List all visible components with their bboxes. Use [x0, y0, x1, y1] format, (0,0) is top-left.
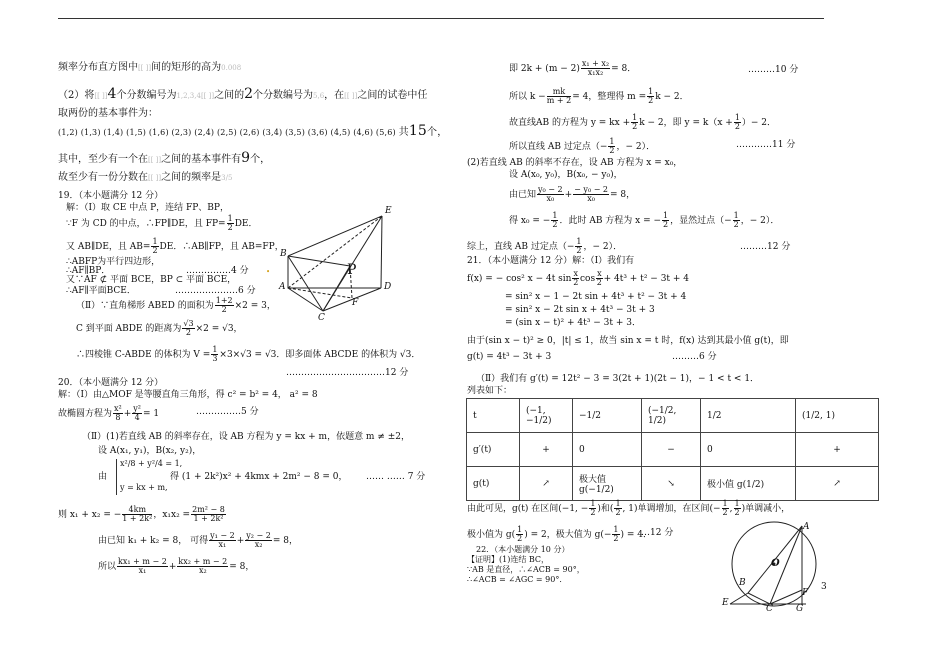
fig19-label-f: F — [352, 298, 359, 308]
page-number: 3 — [821, 582, 827, 592]
r-line-5: (2)若直线 AB 的斜率不存在，设 AB 方程为 x = x₀， — [467, 158, 683, 168]
q20-line-f: 则 x₁ + x₂ = − $\frac{4km}{\text{1 + 2k²}}$ ，x₁x₂ = $\frac{\text{2m² − 8}}{\text{1 + 2k²}}$ — [58, 505, 225, 523]
line-1: 频率分布直方图中[[ ]]间的矩形的高为0.008 — [58, 62, 242, 73]
figure-19-polyhedron — [278, 206, 398, 326]
r-line-3: 故直线AB 的方程为 y = kx + $\frac{1}{2}$ k − 2，即 y = k（x + $\frac{1}{2}$ ）− 2． — [509, 113, 777, 131]
f-line-1: f(x) = − cos² x − 4t sin $\frac{x}{2}$ cos $\frac{x}{2}$ + 4t³ + t² − 3t + 4 — [467, 269, 690, 287]
r-line-7: 由已知 $\frac{\text{y₀ − 2}}{\text{x₀}}$ + $\frac{\text{− y₀ − 2}}{\text{x₀}}$ = 8， — [509, 185, 636, 203]
fig19-label-c: C — [318, 313, 325, 323]
q20-line-g: 由已知 k₁ + k₂ = 8， 可得 $\frac{\text{y₁ − 2}}{\text{x₁}}$ + $\frac{\text{y₂ − 2}}{\text{x₂}}$ = 8， — [98, 531, 299, 549]
r-pts-10: ………10 分 — [748, 65, 799, 75]
fig19-label-b: B — [280, 249, 287, 259]
stray-dot: • — [266, 268, 271, 276]
q19-line-a: 解：（Ⅰ）取 CE 中点 P，连结 FP、BP， — [66, 203, 229, 213]
h-pts-12: …12 分 — [641, 528, 674, 538]
fig22-label-b: B — [739, 578, 746, 588]
q19-title: 19．（本小题满分 12 分） — [58, 191, 164, 201]
q20-line-e: 由 — [98, 472, 108, 482]
q19-end: ……………………………12 分 — [286, 368, 409, 378]
q19-line-g: ∴AF∥平面BCE． — [66, 286, 136, 296]
q19-line-j: ∴四棱锥 C-ABDE 的体积为 V = $\frac{1}{3}$ ×3×√3 = √3．即多面体 ABCDE 的体积为 √3． — [76, 345, 421, 363]
q20-line-b: 故椭圆方程为 $\frac{\text{x²}}{8}$ + $\frac{\text{y²}}{4}$ = 1 — [58, 404, 160, 422]
brace — [116, 459, 117, 495]
variation-table — [466, 398, 879, 501]
f-line-2: = sin² x − 1 − 2t sin + 4t³ + t² − 3t + 4 — [505, 292, 687, 302]
h-line-1: 由此可见，g(t) 在区间(−1, − $\frac{1}{2}$ )和( $\frac{1}{2}$ , 1)单调增加，在区间(− $\frac{1}{2}$ , $\frac{1}{2}$ )单调减小， — [467, 499, 791, 517]
fig19-label-a: A — [279, 282, 286, 292]
r-line-8: 得 x₀ = − $\frac{1}{2}$ ．此时 AB 方程为 x = − $\frac{1}{2}$ ，显然过点（− $\frac{1}{2}$ ，− 2）． — [509, 211, 780, 229]
fig19-label-d: D — [384, 282, 392, 292]
fig19-label-p: P — [347, 262, 357, 278]
q20-line-e2: 得 (1 + 2k²)x² + 4kmx + 2m² − 8 = 0， — [170, 472, 348, 482]
q20-line-c: （Ⅱ）(1)若直线 AB 的斜率存在，设 AB 方程为 y = kx + m，依题意 m ≠ ±2， — [82, 432, 410, 442]
q20-sys-2: y = kx + m, — [120, 483, 168, 492]
q22-line-c: ∴∠ACB = ∠AGC = 90°． — [467, 575, 568, 584]
line-3: 取两份的基本事件为： — [58, 108, 158, 119]
q20-line-h: 所以 $\frac{\text{kx₁ + m − 2}}{\text{x₁}}$ + $\frac{\text{kx₂ + m − 2}}{\text{x₂}}$ = 8， — [98, 557, 255, 575]
q22-line-a: 【证明】(1)连结 BC， — [467, 555, 550, 564]
q20-pts-7: …… …… 7 分 — [366, 472, 426, 482]
r-line-6: 设 A(x₀, y₀)，B(x₀, − y₀)， — [509, 170, 623, 180]
fig22-label-g: G — [796, 604, 804, 614]
q19-pts-6: …………………6 分 — [175, 286, 256, 296]
q19-line-f: 又∵AF ⊄ 平面 BCE，BP ⊂ 平面 BCE， — [66, 275, 237, 285]
q19-line-d: ∴ABFP为平行四边形， — [66, 257, 161, 267]
g-line-2: 列表如下： — [467, 386, 513, 396]
table-row: t (−1, −1/2) −1/2 (−1/2, 1/2) 1/2 (1/2, 1) — [467, 399, 879, 433]
line-6: 故至少有一份分数在[[ ]]之间的频率是3/5 — [58, 172, 233, 183]
r-line-1: 即 2k + (m − 2) $\frac{\text{x₁ + x₂}}{\text{x₁x₂}}$ = 8． — [509, 59, 637, 77]
q19-line-c: 又 AB∥DE，且 AB= $\frac{1}{2}$ DE．∴AB∥FP，且 AB=FP， — [66, 237, 284, 255]
line-5: 其中，至少有一个在[[ ]]之间的基本事件有9个， — [58, 150, 271, 166]
fig22-label-f: F — [802, 588, 809, 598]
q20-title: 20．（本小题满分 12 分） — [58, 378, 164, 388]
q19-pts-4: ……………4 分 — [186, 266, 249, 276]
q19-line-i: C 到平面 ABDE 的距离为 $\frac{√3}{2}$ ×2 = √3， — [76, 319, 243, 337]
q22-title: 22．（本小题满分 10 分） — [476, 545, 570, 554]
q20-line-d: 设 A(x₁, y₁)，B(x₂, y₂)， — [98, 446, 202, 456]
f-line-3: = sin² x − 2t sin x + 4t³ − 3t + 3 — [505, 305, 655, 315]
r-pts-11: …………11 分 — [736, 140, 796, 150]
q19-line-h: （Ⅱ）∵直角梯形 ABED 的面积为 $\frac{1+2}{2}$ ×2 = 3， — [76, 296, 276, 314]
table-row: g(t) ↗ 极大值 g(−1/2) ↘ 极小值 g(1/2) ↗ — [467, 467, 879, 501]
fig19-label-e: E — [385, 206, 392, 216]
r-line-4: 所以直线 AB 过定点（− $\frac{1}{2}$ ，− 2）． — [509, 137, 656, 155]
fig22-label-c: C — [766, 604, 773, 614]
line-2: （2）将[[ ]]4个分数编号为1,2,3,4[[ ]]之间的2个分数编号为5,6，在[[ ]]之间的试卷中任 — [58, 86, 428, 102]
q19-line-e: ∴AF∥BP． — [66, 266, 111, 276]
q19-line-b: ∵F 为 CD 的中点，∴FP∥DE，且 FP= $\frac{1}{2}$ DE． — [66, 214, 258, 232]
fig22-label-e: E — [722, 598, 729, 608]
fig22-label-o: O — [771, 558, 780, 569]
table-row: g′(t) + 0 − 0 + — [467, 433, 879, 467]
q20-line-a: 解：（Ⅰ）由△MOF 是等腰直角三角形，得 c² = b² = 4， a² = 8 — [58, 390, 318, 400]
q22-line-b: ∵AB 是直径，∴∠ACB = 90°， — [467, 565, 585, 574]
f-line-6: g(t) = 4t³ − 3t + 3 — [467, 352, 552, 362]
r-line-9: 综上，直线 AB 过定点（− $\frac{1}{2}$ ，− 2）． — [467, 237, 623, 255]
q20-pts-5: ……………5 分 — [196, 407, 259, 417]
q21-title: 21．（本小题满分 12 分）解：（Ⅰ）我们有 — [467, 256, 635, 266]
f-pts-6: ………6 分 — [672, 352, 717, 362]
f-line-4: = (sin x − t)² + 4t³ − 3t + 3． — [505, 318, 641, 328]
h-line-2: 极小值为 g( $\frac{1}{2}$ ) = 2，极大值为 g(− $\frac{1}{2}$ ) = 4． — [467, 525, 653, 543]
line-4: (1,2) (1,3) (1,4) (1,5) (1,6) (2,3) (2,4) (2,5) (2,6) (3,4) (3,5) (3,6) (4,5) (4,6) (5,6) 共15个， — [58, 123, 448, 139]
f-line-5: 由于(sin x − t)² ≥ 0，|t| ≤ 1，故当 sin x = t 时，f(x) 达到其最小值 g(t)，即 — [467, 336, 789, 346]
fig22-label-a: A — [803, 522, 810, 532]
r-pts-12: ………12 分 — [740, 242, 791, 252]
q20-sys-1: x²/8 + y²/4 = 1, — [120, 459, 183, 468]
header-rule — [58, 18, 824, 19]
g-line-1: （Ⅱ）我们有 g′(t) = 12t² − 3 = 3(2t + 1)(2t − 1)，− 1 < t < 1． — [476, 374, 760, 384]
r-line-2: 所以 k − $\frac{mk}{m + 2}$ = 4，整理得 m = $\frac{1}{2}$ k − 2． — [509, 87, 689, 105]
